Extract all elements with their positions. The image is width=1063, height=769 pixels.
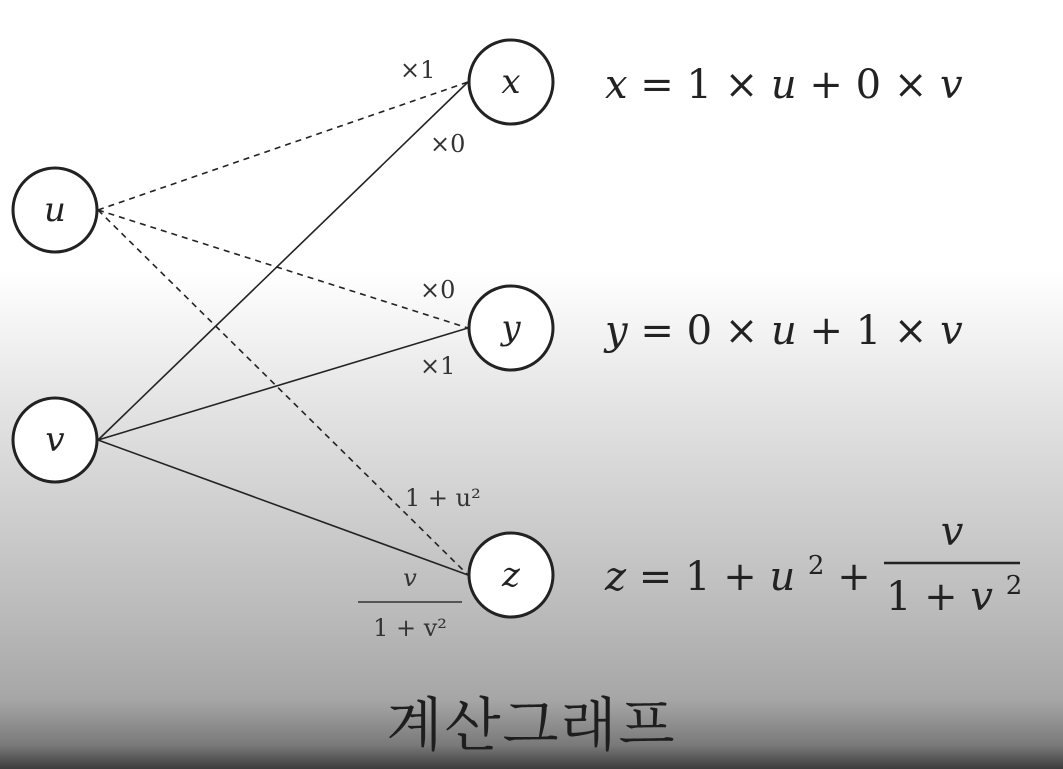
node-y-label: y <box>501 308 521 348</box>
equation-x <box>605 62 963 108</box>
node-x <box>469 40 553 124</box>
edge-v-x <box>98 82 468 440</box>
equation-z-fraction-denominator <box>886 571 1022 620</box>
equation-z-u: u <box>769 554 796 600</box>
equation-z-main <box>604 538 871 600</box>
equation-z-fraction-numerator: v <box>940 509 964 555</box>
edge-label-v-z-fraction <box>358 564 462 642</box>
edge-label-v-z-denominator: 1 + v² <box>373 614 447 642</box>
edge-u-z <box>98 210 468 575</box>
edge-u-x <box>98 82 468 210</box>
caption-title: 계산그래프 <box>386 691 677 759</box>
equation-y-times1: × <box>724 308 759 354</box>
edge-u-y <box>98 210 468 328</box>
equation-x-times1: × <box>724 62 759 108</box>
equation-x-equals: = <box>640 62 674 108</box>
equation-z-denominator-one: 1 <box>886 574 912 620</box>
edge-label-v-x: ×0 <box>430 130 466 158</box>
equation-x-plus: + <box>809 62 843 108</box>
equation-z-denominator-v: v <box>970 574 994 620</box>
equation-y-var1: u <box>770 308 797 354</box>
equation-z-one: 1 <box>685 554 711 600</box>
equation-z-lhs: z <box>605 554 627 600</box>
equation-y-coef1: 0 <box>686 308 713 354</box>
node-z-label: z <box>502 555 520 595</box>
edge-label-u-z: 1 + u² <box>405 484 481 512</box>
equation-y-coef2: 1 <box>855 308 882 354</box>
node-u <box>13 168 97 252</box>
equation-z-denominator-plus: + <box>924 574 958 620</box>
equation-x-times2: × <box>893 62 928 108</box>
edge-labels <box>358 56 481 642</box>
equation-z-equals: = <box>638 554 673 600</box>
equation-y-plus: + <box>809 308 843 354</box>
equation-z-u-exponent: 2 <box>807 551 825 581</box>
equation-z-plus1: + <box>723 554 757 600</box>
edge-label-v-y: ×1 <box>420 352 456 380</box>
node-v-label: v <box>45 420 65 460</box>
equation-y <box>603 308 963 354</box>
node-v <box>13 398 97 482</box>
equation-x-coef1: 1 <box>686 62 712 108</box>
equation-x-var1: u <box>770 62 797 108</box>
edge-label-v-z-numerator: v <box>403 564 417 592</box>
equation-x-lhs: x <box>605 62 628 108</box>
equation-x-var2: v <box>940 62 963 108</box>
edge-label-u-x: ×1 <box>400 56 436 84</box>
equation-y-var2: v <box>940 308 963 354</box>
node-x-label: x <box>501 62 521 102</box>
edge-v-y <box>98 328 468 440</box>
node-u-label: u <box>44 190 66 230</box>
equation-z <box>604 509 1022 620</box>
equation-y-times2: × <box>893 308 928 354</box>
node-y <box>469 286 553 370</box>
equation-z-plus2: + <box>837 554 871 600</box>
equation-y-equals: = <box>640 308 674 354</box>
edge-label-u-y: ×0 <box>420 276 456 304</box>
node-z <box>469 533 553 617</box>
equation-y-lhs: y <box>605 308 628 354</box>
equation-z-denominator-exponent: 2 <box>1005 571 1023 601</box>
equation-x-coef2: 0 <box>855 62 882 108</box>
